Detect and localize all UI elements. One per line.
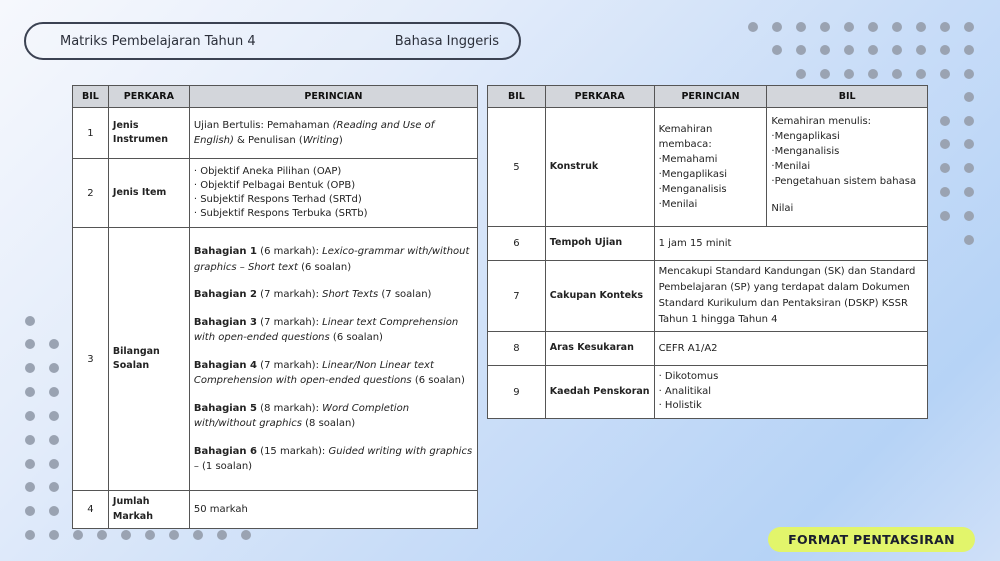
decorative-dot [49,506,59,516]
decorative-dot [964,116,974,126]
row-detail: · Objektif Aneka Pilihan (OAP) · Objektif Pelbagai Bentuk (OPB) · Subjektif Respons Terhad (SRTd) · Subjektif Respons Terbuka (SRTb) [189,159,477,228]
row-number: 2 [73,159,109,228]
decorative-dot [916,22,926,32]
decorative-dot [964,45,974,55]
row-item: Cakupan Konteks [545,261,654,332]
row-detail: Kemahiran membaca: ·Memahami ·Mengaplikasi ·Menganalisis ·Menilai [654,108,767,227]
decorative-dot [97,530,107,540]
table-row [488,332,928,366]
decorative-dot [964,187,974,197]
row-detail: Ujian Bertulis: Pemahaman (Reading and Use of English) & Penulisan (Writing) [189,108,477,159]
decorative-dot [25,339,35,349]
row-number: 7 [488,261,546,332]
decorative-dot [796,69,806,79]
row-number: 1 [73,108,109,159]
section-entry: Bahagian 1 (6 markah): Lexico-grammar with/without graphics – Short text (6 soalan) [193,246,470,273]
section-entry: Bahagian 5 (8 markah): Word Completion with/without graphics (8 soalan) [193,402,410,430]
decorative-dot [940,69,950,79]
section-entry: Bahagian 3 (7 markah): Linear text Comprehension with open-ended questions (6 soalan) [193,316,459,344]
decorative-dot [49,435,59,445]
row-item: Jumlah Markah [108,491,189,529]
format-badge: FORMAT PENTAKSIRAN [768,527,975,552]
decorative-dot [796,45,806,55]
decorative-dot [964,22,974,32]
table-row [73,159,478,228]
decorative-dot [73,530,83,540]
decorative-dot [940,116,950,126]
decorative-dot [868,22,878,32]
decorative-dot [49,459,59,469]
decorative-dot [49,363,59,373]
col-header-bil: BIL [73,86,109,108]
decorative-dot [820,22,830,32]
decorative-dot [121,530,131,540]
row-number: 3 [73,228,109,491]
decorative-dot [49,530,59,540]
decorative-dot [820,69,830,79]
row-detail: · Dikotomus · Analitikal · Holistik [654,366,927,419]
left-matrix-table [72,85,478,529]
decorative-dot [964,69,974,79]
decorative-dot [25,387,35,397]
decorative-dot [844,45,854,55]
decorative-dot [217,530,227,540]
header-bar [24,22,521,60]
decorative-dot [25,482,35,492]
decorative-dot [796,22,806,32]
table-row [73,491,478,529]
decorative-dot [25,459,35,469]
section-entry: Bahagian 6 (15 markah): Guided writing with graphics – (1 soalan) [193,445,473,473]
decorative-dot [49,387,59,397]
table-row [488,366,928,419]
row-item: Konstruk [545,108,654,227]
decorative-dot [964,211,974,221]
row-number: 4 [73,491,109,529]
decorative-dot [916,69,926,79]
table-row [73,228,478,491]
table-row [488,261,928,332]
decorative-dot [820,45,830,55]
decorative-dot [940,211,950,221]
col-header-bil: BIL [488,86,546,108]
decorative-dot [193,530,203,540]
table-row [73,108,478,159]
col-header-bil-2: BIL [767,86,928,108]
row-item: Jenis Instrumen [108,108,189,159]
col-header-perincian: PERINCIAN [654,86,767,108]
row-detail: 1 jam 15 minit [654,227,927,261]
row-item: Kaedah Penskoran [545,366,654,419]
col-header-perkara: PERKARA [108,86,189,108]
decorative-dot [772,45,782,55]
row-number: 9 [488,366,546,419]
decorative-dot [49,482,59,492]
decorative-dot [964,139,974,149]
decorative-dot [25,530,35,540]
decorative-dot [25,435,35,445]
decorative-dot [940,22,950,32]
decorative-dot [25,506,35,516]
decorative-dot [916,45,926,55]
decorative-dot [49,339,59,349]
row-number: 5 [488,108,546,227]
right-matrix-table [487,85,928,419]
decorative-dot [892,45,902,55]
decorative-dot [844,22,854,32]
decorative-dot [940,139,950,149]
decorative-dot [964,235,974,245]
row-detail [189,228,477,491]
decorative-dot [241,530,251,540]
row-item: Aras Kesukaran [545,332,654,366]
decorative-dot [940,163,950,173]
row-item: Jenis Item [108,159,189,228]
row-item: Bilangan Soalan [108,228,189,491]
table-row [488,108,928,227]
decorative-dot [772,22,782,32]
row-number: 8 [488,332,546,366]
decorative-dot [892,22,902,32]
row-detail: Mencakupi Standard Kandungan (SK) dan Standard Pembelajaran (SP) yang terdapat dalam Dokumen Standard Kurikulum dan Pentaksiran (DSKP) KSSR Tahun 1 hingga Tahun 4 [654,261,927,332]
row-item: Tempoh Ujian [545,227,654,261]
row-extra: Kemahiran menulis: ·Mengaplikasi ·Menganalisis ·Menilai ·Pengetahuan sistem bahasa Nilai [767,108,928,227]
row-number: 6 [488,227,546,261]
decorative-dot [868,69,878,79]
decorative-dot [49,411,59,421]
row-detail: 50 markah [189,491,477,529]
decorative-dot [868,45,878,55]
col-header-perkara: PERKARA [545,86,654,108]
row-detail: CEFR A1/A2 [654,332,927,366]
decorative-dot [748,22,758,32]
section-entry: Bahagian 4 (7 markah): Linear/Non Linear text Comprehension with open-ended questions (6 soalan) [193,359,465,387]
decorative-dot [964,163,974,173]
decorative-dot [25,363,35,373]
page-title: Matriks Pembelajaran Tahun 4 [60,33,256,49]
decorative-dot [940,187,950,197]
decorative-dot [145,530,155,540]
subject-label: Bahasa Inggeris [394,33,499,49]
decorative-dot [169,530,179,540]
section-entry: Bahagian 2 (7 markah): Short Texts (7 soalan) [193,289,432,301]
decorative-dot [25,316,35,326]
decorative-dot [844,69,854,79]
decorative-dot [964,92,974,102]
decorative-dot [940,45,950,55]
decorative-dot [25,411,35,421]
col-header-perincian: PERINCIAN [189,86,477,108]
table-row [488,227,928,261]
decorative-dot [892,69,902,79]
